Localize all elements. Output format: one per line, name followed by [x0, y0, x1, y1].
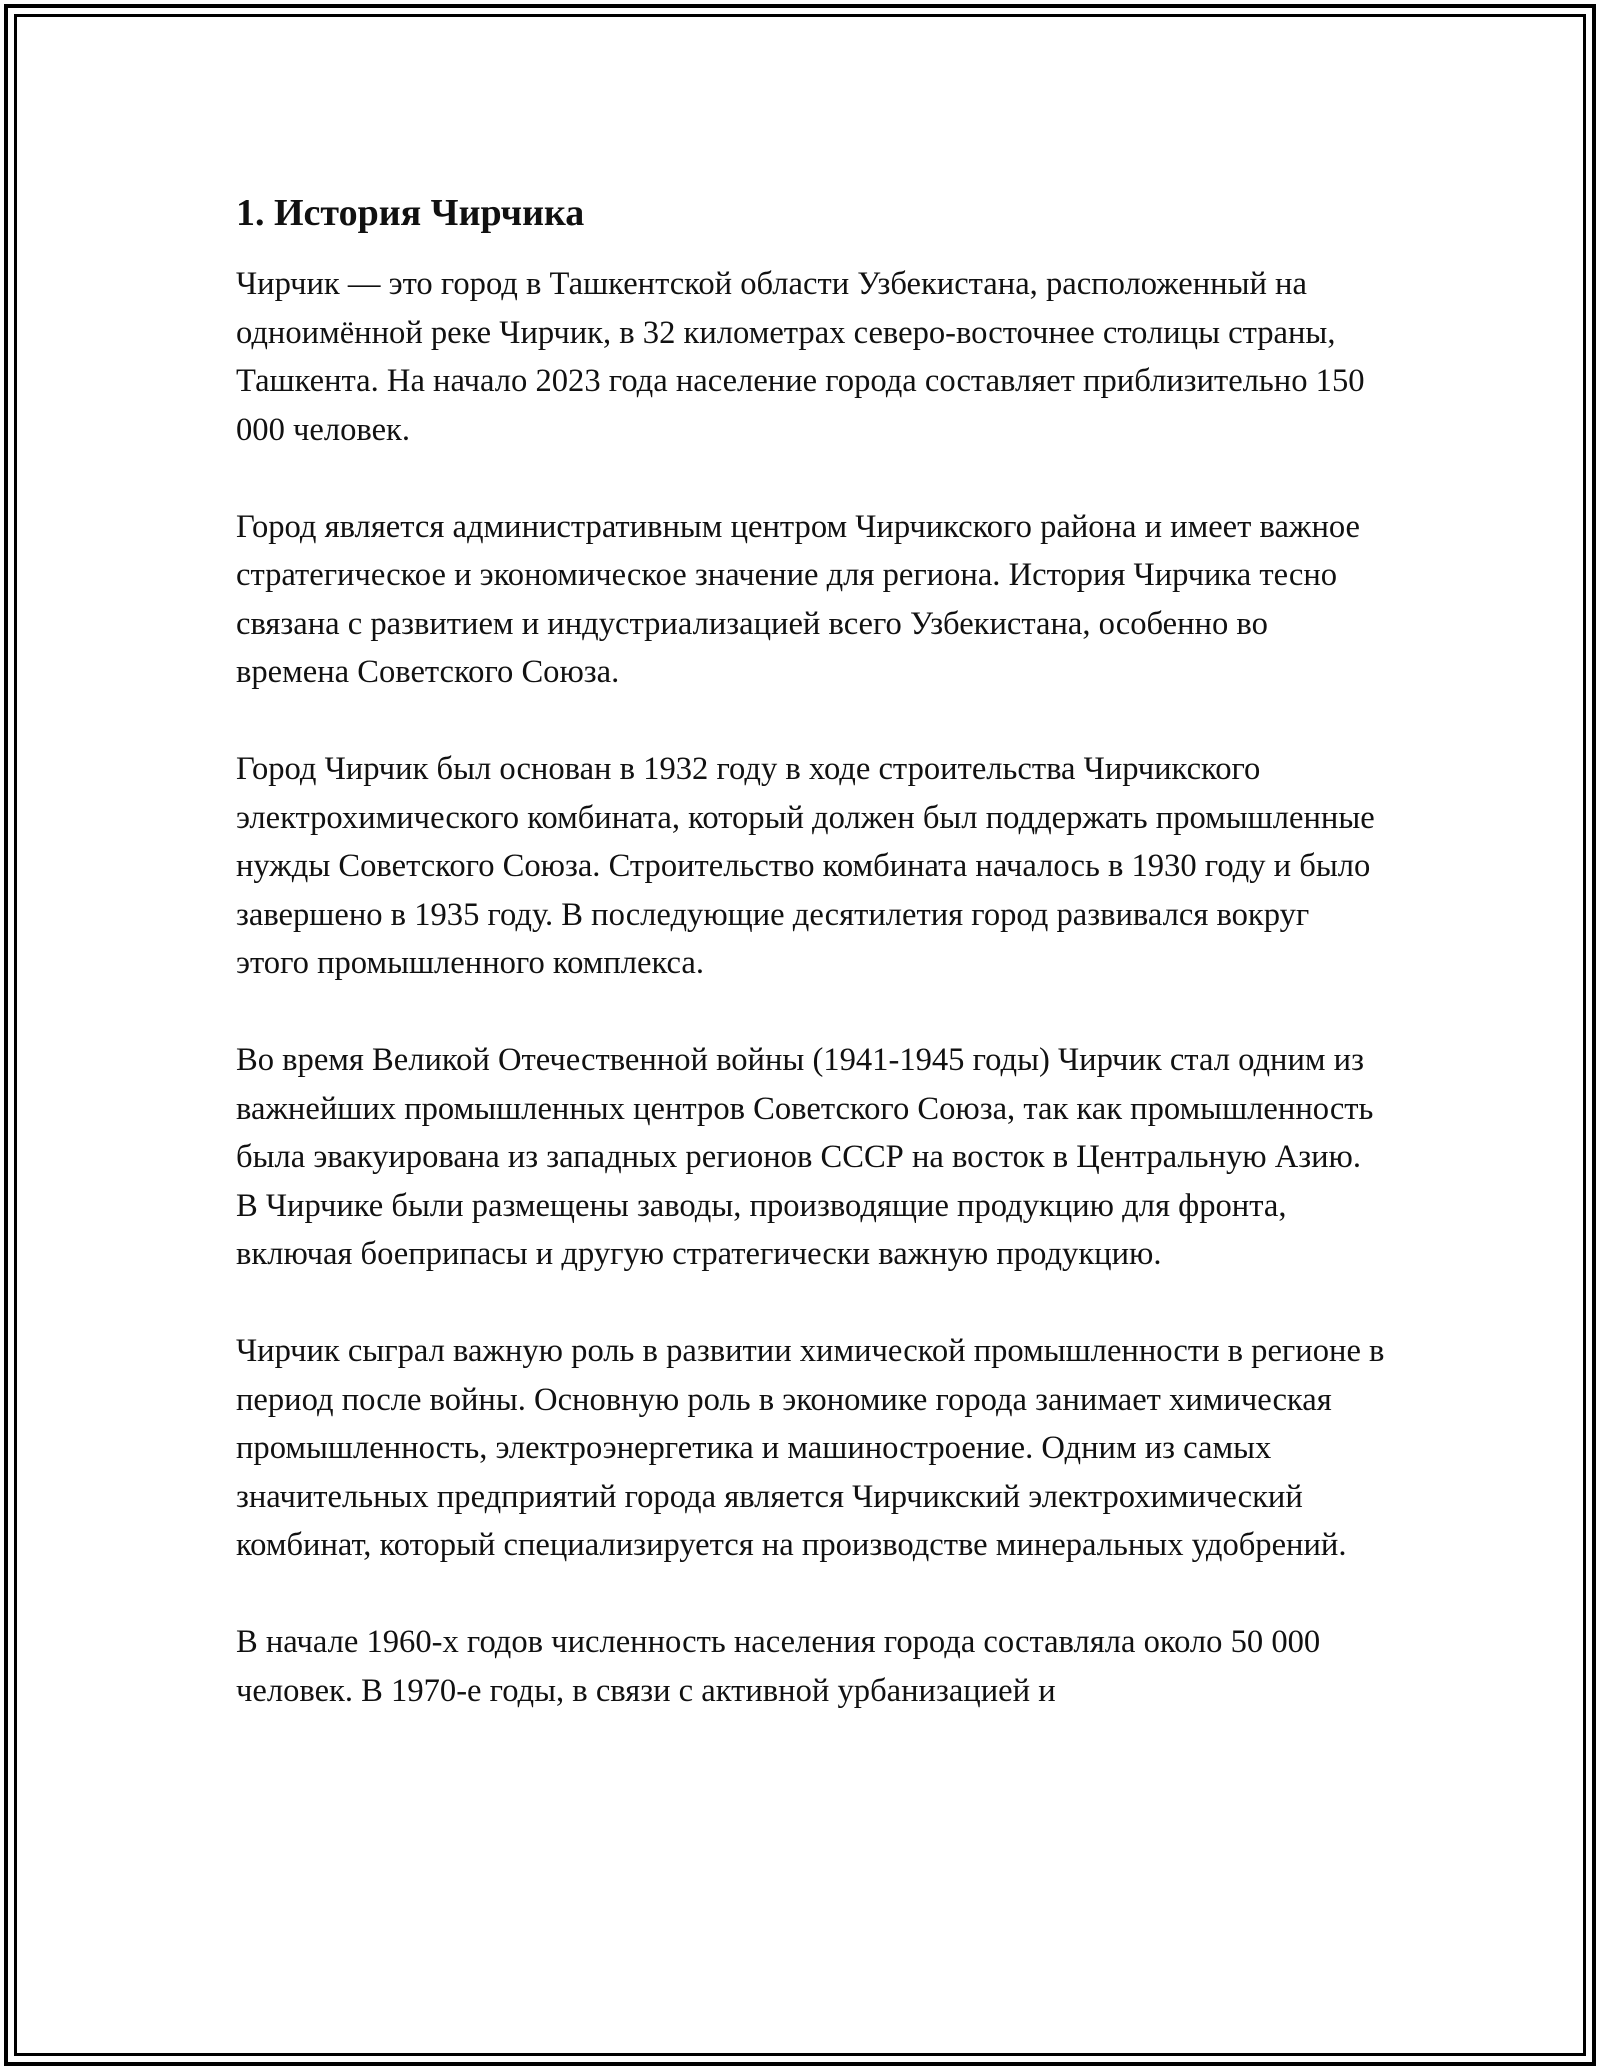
paragraph-1: Чирчик — это город в Ташкентской области Узбекистана, расположенный на одноимённой реке Чирчик, в 32 километрах северо-восточнее столицы страны, Ташкента. На начало 2023 года население города составляет приблизительно 150 000 человек.	[236, 266, 1365, 448]
paragraph-6: В начале 1960-х годов численность населения города составляла около 50 000 человек. В 1970-е годы, в связи с активной урбанизацией и	[236, 1624, 1321, 1709]
paragraph-2: Город является административным центром Чирчикского района и имеет важное стратегическое и экономическое значение для региона. История Чирчика тесно связана с развитием и индустриализацией всего Узбекистана, особенно во времена Советского Союза.	[236, 508, 1361, 690]
paragraph-4: Во время Великой Отечественной войны (1941-1945 годы) Чирчик стал одним из важнейших промышленных центров Советского Союза, так как промышленность была эвакуирована из западных регионов СССР на восток в Центральную Азию. В Чирчике были размещены заводы, производящие продукцию для фронта, включая боеприпасы и другую стратегически важную продукцию.	[236, 1042, 1374, 1272]
paragraph-3: Город Чирчик был основан в 1932 году в ходе строительства Чирчикского электрохимического комбината, который должен был поддержать промышленные нужды Советского Союза. Строительство комбината началось в 1930 году и было завершено в 1935 году. В последующие десятилетия город развивался вокруг этого промышленного комплекса.	[236, 751, 1375, 981]
document-page	[236, 186, 1386, 1764]
paragraph-5: Чирчик сыграл важную роль в развитии химической промышленности в регионе в период после войны. Основную роль в экономике города занимает химическая промышленность, электроэнергетика и машиностроение. Одним из самых значительных предприятий города является Чирчикский электрохимический комбинат, который специализируется на производстве минеральных удобрений.	[236, 1333, 1385, 1563]
section-heading: 1. История Чирчика	[236, 192, 585, 234]
